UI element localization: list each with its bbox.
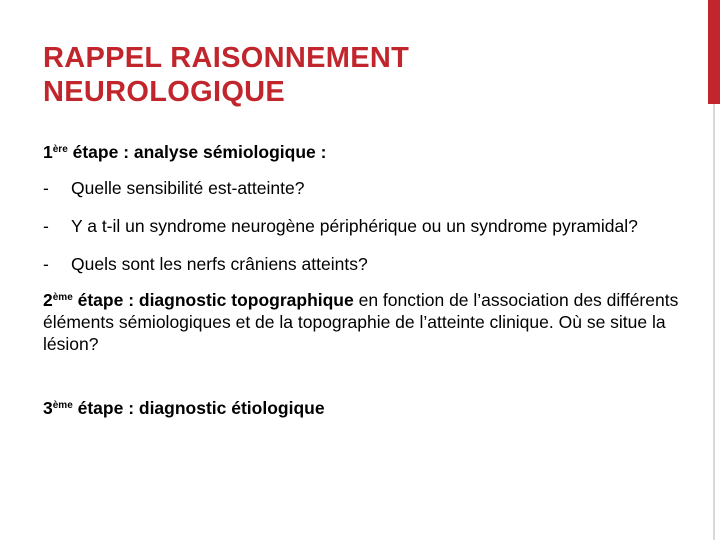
list-item [43,215,683,237]
list-item [43,177,683,199]
accent-bar [708,0,720,104]
bullet-dash: - [43,254,49,274]
slide-body [43,141,683,419]
step-1-text: étape : analyse sémiologique : [67,142,327,162]
step-3-ordinal-suffix: ème [52,400,73,411]
step-2-ordinal-suffix: ème [52,292,73,303]
slide-title [43,41,683,109]
list-item-text: Quels sont les nerfs crâniens atteints? [71,254,368,274]
step-1-number: 1 [43,142,53,162]
step-3-text: étape : diagnostic étiologique [72,398,325,418]
accent-divider-line [713,104,715,540]
title-line-1: RAPPEL RAISONNEMENT [43,42,410,74]
step-1-questions-list [43,177,683,275]
step-3-number: 3 [43,398,53,418]
list-item [43,253,683,275]
list-item-text: Y a t-il un syndrome neurogène périphérique ou un syndrome pyramidal? [71,216,638,236]
step-2-bold-text: étape : diagnostic topographique [72,290,354,310]
step-1-ordinal-suffix: ère [52,144,68,155]
step-2-text: en fonction de l’association des différents éléments sémiologiques et de la topographie de l’atteinte clinique. Où se situe la lésion? [43,290,679,354]
step-2-paragraph [43,289,683,355]
title-line-2: NEUROLOGIQUE [43,76,286,108]
bullet-dash: - [43,216,49,236]
step-3-heading [43,397,683,419]
bullet-dash: - [43,178,49,198]
step-1-heading [43,141,683,163]
step-2-number: 2 [43,290,53,310]
list-item-text: Quelle sensibilité est-atteinte? [71,178,305,198]
